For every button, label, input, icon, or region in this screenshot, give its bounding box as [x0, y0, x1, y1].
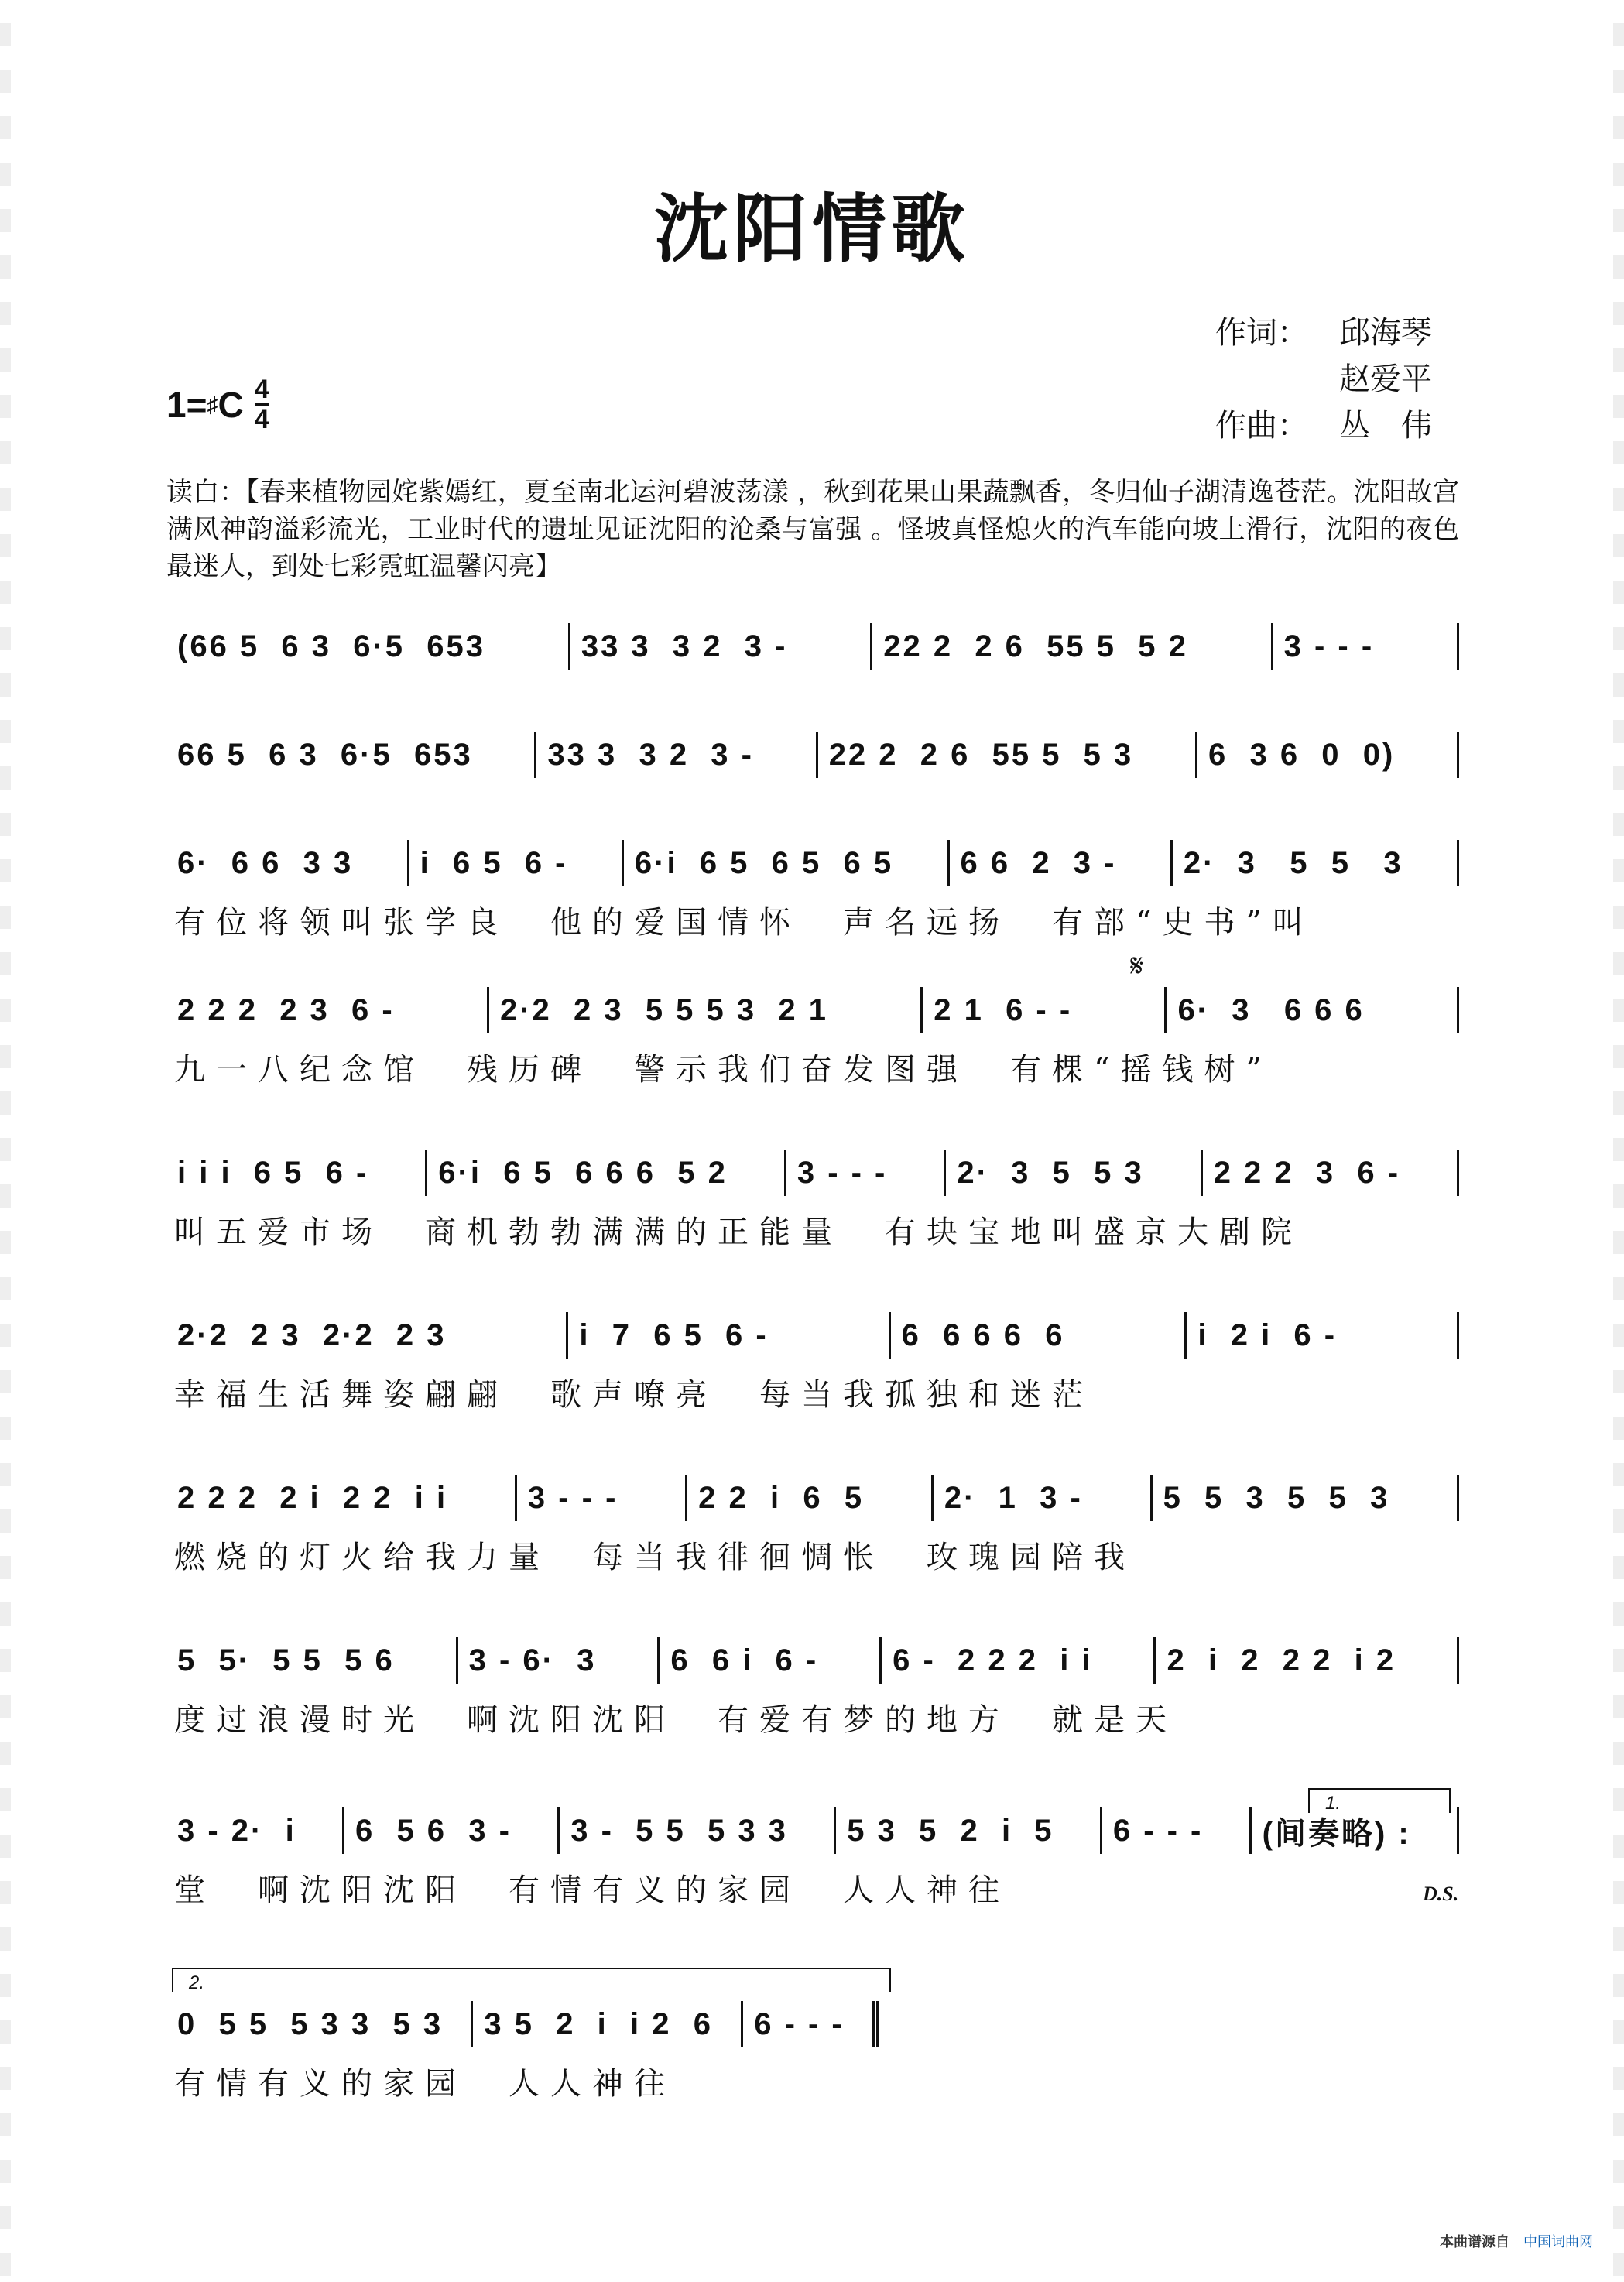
measure: 6· 3 6 6 6 — [1167, 987, 1459, 1033]
measure: 2·2 2 3 5 5 5 3 2 1 — [489, 987, 923, 1033]
measure: 2 i 2 2 2 i 2 — [1156, 1637, 1459, 1684]
composer-label: 作曲： — [1215, 408, 1308, 444]
measure: 5 5· 5 5 5 6 — [166, 1637, 458, 1684]
lyrics-row: 堂 啊沈阳沈阳 有情有义的家园 人人神往 — [174, 1873, 1010, 1908]
measure: 2· 1 3 - — [934, 1475, 1153, 1521]
lyrics-row: 有位将领叫张学良 他的爱国情怀 声名远扬 有部“史书”叫 — [174, 905, 1314, 941]
score-line — [166, 983, 1459, 1089]
measure: 6·i 6 5 6 5 6 5 — [624, 840, 950, 886]
measure: 2 1 6 - - — [923, 987, 1167, 1033]
measure: 6·i 6 5 6 6 6 5 2 — [427, 1150, 786, 1196]
score-line — [166, 728, 1459, 790]
composer: 丛 伟 — [1339, 408, 1432, 444]
measure: 3 5 2 i i 2 6 — [473, 2001, 743, 2047]
measure: 22 2 2 6 55 5 5 3 — [818, 732, 1197, 778]
footer — [1440, 2231, 1593, 2251]
lyrics-row: 幸福生活舞姿翩翩 歌声嘹亮 每当我孤独和迷茫 — [174, 1377, 1094, 1413]
notation-row — [166, 1633, 1459, 1688]
score-line — [166, 1471, 1459, 1577]
lyrics-row: 叫五爱市场 商机勃勃满满的正能量 有块宝地叫盛京大剧院 — [174, 1215, 1303, 1250]
notation-row — [166, 836, 1459, 890]
score-line — [166, 619, 1459, 681]
measure: (间奏略) : — [1252, 1807, 1459, 1854]
volta-2-bracket — [172, 1968, 891, 1992]
time-numerator: 4 — [254, 375, 269, 404]
measure: 3 - - - — [786, 1150, 947, 1196]
measure: 0 5 5 5 3 3 5 3 — [166, 2001, 473, 2047]
measure: 6 5 6 3 - — [344, 1807, 560, 1854]
notation-row — [166, 1997, 879, 2051]
notation-row — [166, 619, 1459, 673]
measure: i 2 i 6 - — [1187, 1312, 1459, 1359]
score-line — [166, 1146, 1459, 1252]
measure: 66 5 6 3 6·5 653 — [166, 732, 536, 778]
time-denominator: 4 — [254, 405, 269, 434]
credits — [1215, 310, 1432, 449]
right-margin-watermark — [1613, 0, 1624, 2282]
measure: 6 3 6 0 0) — [1197, 732, 1459, 778]
measure: 2 2 2 2 3 6 - — [166, 987, 489, 1033]
sharp-sign: ♯ — [207, 392, 218, 416]
time-signature — [255, 375, 269, 433]
measure: 3 - 5 5 5 3 3 — [560, 1807, 836, 1854]
notation-row — [166, 1146, 1459, 1200]
footer-site-link[interactable]: 中国词曲网 — [1523, 2234, 1593, 2250]
measure: 3 - 2· i — [166, 1807, 344, 1854]
lyricist-1: 邱海琴 — [1339, 315, 1432, 351]
measure: 2 2 i 6 5 — [687, 1475, 934, 1521]
measure: 6 6 6 6 6 — [891, 1312, 1187, 1359]
score-line — [166, 836, 1459, 942]
key-note: C — [218, 384, 244, 425]
key-signature — [166, 375, 269, 433]
dal-segno: D.S. — [1423, 1883, 1459, 1905]
measure: 3 - - - — [1273, 623, 1459, 670]
lyrics-row: 度过浪漫时光 啊沈阳沈阳 有爱有梦的地方 就是天 — [174, 1702, 1177, 1738]
volta-2-label: 2. — [189, 1972, 205, 1993]
measure: (66 5 6 3 6·5 653 — [166, 623, 570, 670]
score-line — [166, 1633, 1459, 1739]
narration-text: 读白：【春来植物园姹紫嫣红，夏至南北运河碧波荡漾 ，秋到花果山果蔬飘香，冬归仙子湖清逸苍茫。沈阳故宫满风神韵溢彩流光，工业时代的遗址见证沈阳的沧桑与富强 。怪坡真怪熄火的汽车能向坡上滑行，沈阳的夜色最迷人，到处七彩霓虹温馨闪亮】 — [166, 477, 1459, 582]
key-prefix: 1= — [166, 384, 207, 425]
lyrics-row: 有情有义的家园 人人神往 — [174, 2066, 676, 2102]
measure: 5 5 3 5 5 3 — [1153, 1475, 1459, 1521]
measure: i i i 6 5 6 - — [166, 1150, 427, 1196]
measure: 3 - 6· 3 — [458, 1637, 660, 1684]
measure: 6 6 i 6 - — [660, 1637, 882, 1684]
lyrics-row: 燃烧的灯火给我力量 每当我徘徊惆怅 玫瑰园陪我 — [174, 1540, 1136, 1575]
left-margin-watermark — [0, 0, 11, 2282]
footer-source-label: 本曲谱源自 — [1440, 2234, 1509, 2250]
measure: 2· 3 5 5 3 — [1173, 840, 1459, 886]
measure: 6· 6 6 3 3 — [166, 840, 409, 886]
notation-row — [166, 1471, 1459, 1525]
lyricist-label: 作词： — [1215, 315, 1308, 351]
measure: 33 3 3 2 3 - — [570, 623, 872, 670]
volta-1-label: 1. — [1325, 1793, 1341, 1814]
measure: 6 6 2 3 - — [950, 840, 1173, 886]
notation-row — [166, 1804, 1459, 1858]
score-line — [166, 1308, 1459, 1414]
measure: 3 - - - — [517, 1475, 687, 1521]
measure: 6 - 2 2 2 i i — [882, 1637, 1156, 1684]
measure: i 7 6 5 6 - — [568, 1312, 890, 1359]
measure: 33 3 3 2 3 - — [536, 732, 817, 778]
measure: 2 2 2 2 i 2 2 i i — [166, 1475, 517, 1521]
measure: 5 3 5 2 i 5 — [836, 1807, 1102, 1854]
measure: i 6 5 6 - — [409, 840, 624, 886]
notation-row — [166, 728, 1459, 782]
lyrics-row: 九一八纪念馆 残历碑 警示我们奋发图强 有棵“摇钱树” — [174, 1052, 1273, 1088]
notation-row — [166, 1308, 1459, 1362]
lyricist-2: 赵爱平 — [1339, 361, 1432, 397]
page-title: 沈阳情歌 — [654, 185, 970, 272]
score-line — [166, 1804, 1459, 1910]
score-line — [166, 1997, 879, 2103]
measure: 6 - - - — [1102, 1807, 1252, 1854]
measure: 2· 3 5 5 3 — [946, 1150, 1202, 1196]
measure: 6 - - - — [743, 2001, 879, 2047]
measure: 2·2 2 3 2·2 2 3 — [166, 1312, 568, 1359]
measure: 22 2 2 6 55 5 5 2 — [872, 623, 1273, 670]
measure: 2 2 2 3 6 - — [1203, 1150, 1459, 1196]
notation-row — [166, 983, 1459, 1037]
segno-sign: 𝄋 — [1130, 948, 1144, 984]
